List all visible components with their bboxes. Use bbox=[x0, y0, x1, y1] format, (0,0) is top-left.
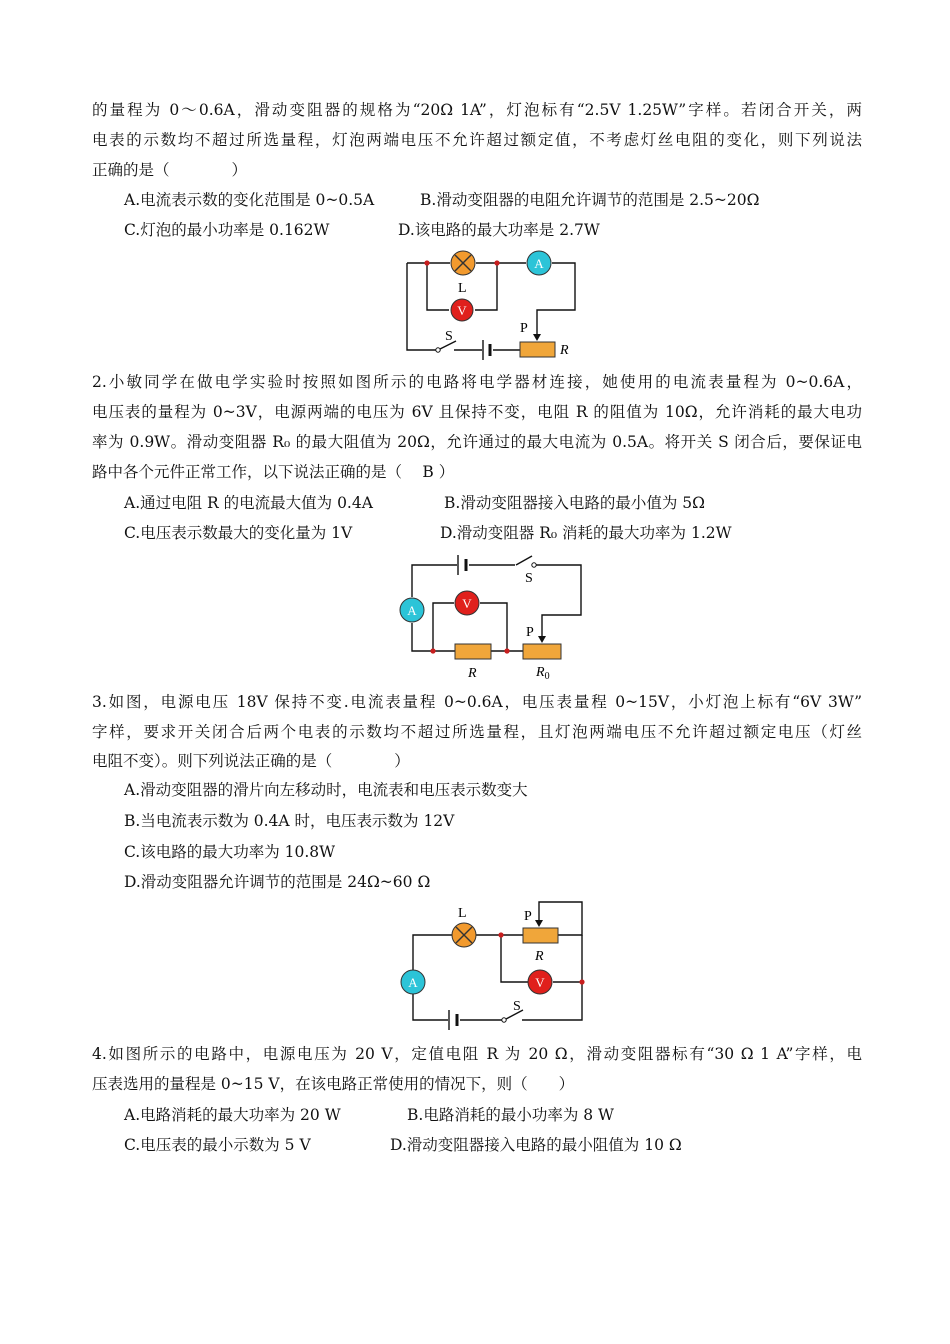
voltmeter-label: V bbox=[462, 596, 472, 611]
q2-option-a: A.通过电阻 R 的电流最大值为 0.4A bbox=[124, 494, 373, 512]
q0-option-c: C.灯泡的最小功率是 0.162W bbox=[124, 221, 330, 239]
battery-icon bbox=[483, 340, 490, 360]
rheostat-label: R bbox=[535, 949, 544, 964]
ammeter-icon bbox=[527, 251, 551, 275]
q2-option-c: C.电压表示数最大的变化量为 1V bbox=[124, 524, 353, 542]
q0-option-b: B.滑动变阻器的电阻允许调节的范围是 2.5~20Ω bbox=[420, 191, 760, 209]
battery-icon bbox=[458, 555, 466, 575]
junction-node bbox=[498, 932, 503, 937]
slider-label: P bbox=[520, 321, 528, 336]
ammeter-label: A bbox=[534, 256, 544, 271]
q3-line-3: 电阻不变）。则下列说法正确的是（ ） bbox=[92, 752, 410, 770]
q4-line-1: 4.如图所示的电路中，电源电压为 20 V，定值电阻 R 为 20 Ω，滑动变阻器标有“30 Ω 1 A”字样，电 bbox=[92, 1045, 862, 1063]
q2-line-3: 率为 0.9W。滑动变阻器 R₀ 的最大阻值为 20Ω，允许通过的最大电流为 0.5A。将开关 S 闭合后，要保证电 bbox=[92, 433, 862, 451]
q3-option-d: D.滑动变阻器允许调节的范围是 24Ω~60 Ω bbox=[124, 873, 431, 891]
switch-label: S bbox=[513, 999, 521, 1014]
voltmeter-icon bbox=[455, 591, 479, 615]
slider-label: P bbox=[524, 909, 532, 924]
ammeter-label: A bbox=[408, 975, 418, 990]
q3-line-2: 字样，要求开关闭合后两个电表的示数均不超过所选量程，且灯泡两端电压不允许超过额定电压（灯丝 bbox=[92, 723, 862, 741]
rheostat-label: R bbox=[560, 343, 569, 358]
q3-line-1: 3.如图，电源电压 18V 保持不变.电流表量程 0~0.6A，电压表量程 0~15V，小灯泡上标有“6V 3W” bbox=[92, 693, 862, 711]
q4-option-d: D.滑动变阻器接入电路的最小阻值为 10 Ω bbox=[390, 1136, 682, 1154]
circuit-diagram-2 bbox=[395, 552, 595, 682]
battery-icon bbox=[449, 1010, 457, 1030]
q2-option-b: B.滑动变阻器接入电路的最小值为 5Ω bbox=[444, 494, 705, 512]
q0-line-2: 电表的示数均不超过所选量程，灯泡两端电压不允许超过额定值，不考虑灯丝电阻的变化，则下列说法 bbox=[92, 131, 862, 149]
ammeter-label: A bbox=[407, 603, 417, 618]
q4-option-b: B.电路消耗的最小功率为 8 W bbox=[407, 1106, 614, 1124]
lamp-label: L bbox=[458, 906, 467, 921]
junction-node bbox=[579, 979, 584, 984]
q3-option-b: B.当电流表示数为 0.4A 时，电压表示数为 12V bbox=[124, 812, 455, 830]
voltmeter-label: V bbox=[535, 975, 545, 990]
junction-node bbox=[424, 260, 429, 265]
voltmeter-icon bbox=[451, 299, 473, 321]
lamp-label: L bbox=[458, 281, 467, 296]
junction-node bbox=[494, 260, 499, 265]
q4-option-c: C.电压表的最小示数为 5 V bbox=[124, 1136, 311, 1154]
q0-option-a: A.电流表示数的变化范围是 0~0.5A bbox=[124, 191, 375, 209]
rheostat-icon bbox=[520, 334, 555, 357]
q3-option-c: C.该电路的最大功率为 10.8W bbox=[124, 843, 336, 861]
q3-option-a: A.滑动变阻器的滑片向左移动时，电流表和电压表示数变大 bbox=[124, 781, 528, 799]
q4-line-2: 压表选用的量程是 0~15 V，在该电路正常使用的情况下，则（ ） bbox=[92, 1075, 575, 1093]
resistor-label: R bbox=[468, 666, 477, 681]
q0-line-1: 的量程为 0～0.6A，滑动变阻器的规格为“20Ω 1A”，灯泡标有“2.5V 1.25W”字样。若闭合开关，两 bbox=[92, 101, 862, 119]
circuit-diagram-1 bbox=[400, 248, 590, 363]
q2-line-4: 路中各个元件正常工作，以下说法正确的是（ B ） bbox=[92, 463, 455, 481]
q2-line-2: 电压表的量程为 0~3V，电源两端的电压为 6V 且保持不变，电阻 R 的阻值为 10Ω，允许消耗的最大电功 bbox=[92, 403, 862, 421]
ammeter-icon bbox=[401, 970, 425, 994]
junction-node bbox=[504, 648, 509, 653]
circuit-diagram-3 bbox=[398, 900, 593, 1030]
q2-line-1: 2.小敏同学在做电学实验时按照如图所示的电路将电学器材连接，她使用的电流表量程为 0~0.6A， bbox=[92, 373, 862, 391]
junction-node bbox=[430, 648, 435, 653]
q2-option-d: D.滑动变阻器 R₀ 消耗的最大功率为 1.2W bbox=[440, 524, 732, 542]
switch-label: S bbox=[445, 329, 453, 344]
ammeter-icon bbox=[400, 598, 424, 622]
resistor-icon bbox=[455, 644, 491, 659]
slider-label: P bbox=[526, 625, 534, 640]
q0-line-3: 正确的是（ ） bbox=[92, 161, 248, 179]
rheostat-label: $R_0$ bbox=[536, 665, 550, 682]
q4-option-a: A.电路消耗的最大功率为 20 W bbox=[124, 1106, 341, 1124]
switch-icon bbox=[516, 556, 536, 567]
switch-label: S bbox=[525, 571, 533, 586]
lamp-icon bbox=[452, 923, 476, 947]
q0-option-d: D.该电路的最大功率是 2.7W bbox=[398, 221, 600, 239]
voltmeter-label: V bbox=[457, 303, 467, 318]
lamp-icon bbox=[451, 251, 475, 275]
voltmeter-icon bbox=[528, 970, 552, 994]
